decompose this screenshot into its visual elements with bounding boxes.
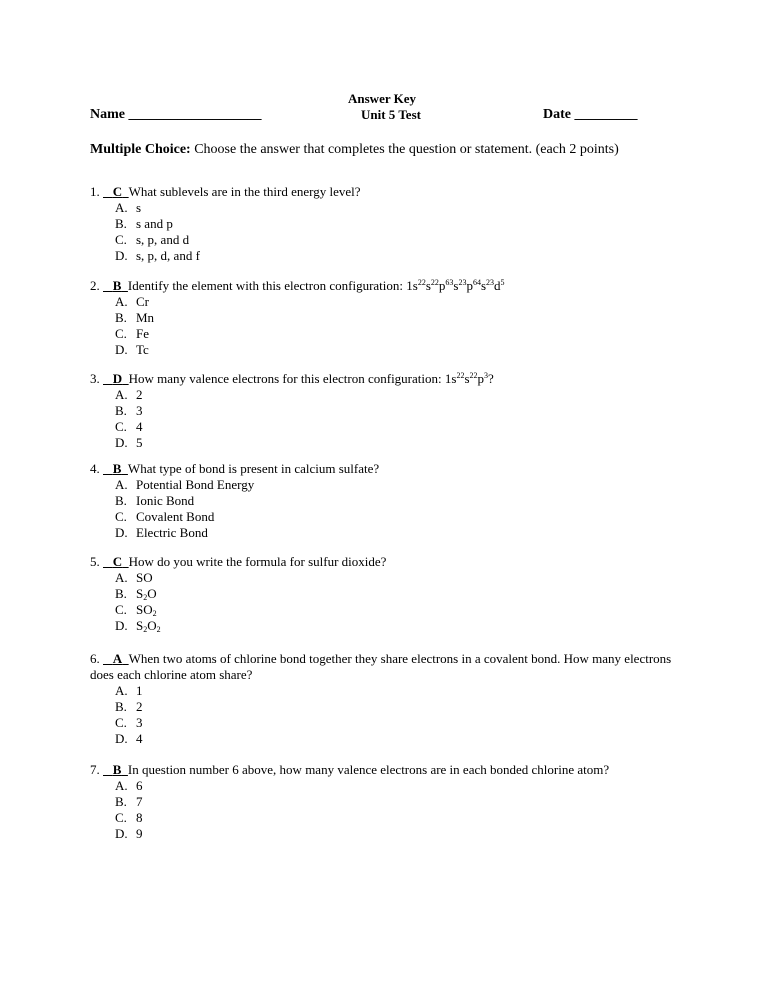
question-answer: C	[112, 554, 123, 569]
option-b: B. s and p	[115, 216, 173, 231]
question-5	[90, 554, 386, 634]
option-a: A. 2	[115, 387, 143, 402]
option-b: B. 2	[115, 699, 143, 714]
question-number: 2.	[90, 278, 100, 293]
instructions-text: Choose the answer that completes the question or statement. (each 2 points)	[190, 142, 619, 157]
question-3	[90, 371, 494, 451]
question-text: How do you write the formula for sulfur dioxide?	[128, 554, 387, 569]
option-d: D. s, p, d, and f	[115, 248, 200, 263]
option-a: A. Cr	[115, 294, 149, 309]
question-answer: B	[112, 461, 122, 476]
question-number: 3.	[90, 371, 100, 386]
option-c: C. 8	[115, 810, 143, 825]
option-b: B. Ionic Bond	[115, 493, 195, 508]
option-c: C. Covalent Bond	[115, 509, 215, 524]
question-answer: D	[112, 371, 123, 386]
question-text: Identify the element with this electron configuration:	[127, 278, 407, 293]
option-c: C. s, p, and d	[115, 232, 190, 247]
question-number: 1.	[90, 184, 100, 199]
instructions	[90, 142, 619, 158]
question-7	[90, 762, 609, 842]
option-c: C. Fe	[115, 326, 149, 341]
question-number: 7.	[90, 762, 100, 777]
electron-configuration: $1s^{22}s^{22}p^{63}s^{23}p^{64}s^{23}d^5$	[406, 278, 505, 293]
question-text: When two atoms of chlorine bond together they share electrons in a covalent bond. How many electrons does each chlorine atom share?	[90, 651, 672, 682]
question-text: In question number 6 above, how many valence electrons are in each bonded chlorine atom?	[127, 762, 610, 777]
question-1	[90, 184, 361, 264]
question-answer: B	[112, 278, 122, 293]
option-a: A. SO	[115, 570, 153, 585]
option-b: B. Mn	[115, 310, 155, 325]
question-number: 6.	[90, 651, 100, 666]
question-suffix: ?	[488, 371, 494, 386]
option-a: A. 6	[115, 778, 143, 793]
question-text: What sublevels are in the third energy level?	[128, 184, 361, 199]
question-4	[90, 461, 379, 541]
question-number: 5.	[90, 554, 100, 569]
option-d: D. 9	[115, 826, 143, 841]
option-a: A. 1	[115, 683, 143, 698]
option-d: D. Electric Bond	[115, 525, 208, 540]
page-subtitle: Unit 5 Test	[361, 107, 421, 122]
option-c: C. $SO_2$	[115, 602, 157, 618]
option-d: D. 5	[115, 435, 143, 450]
option-d: D. Tc	[115, 342, 149, 357]
option-c: C. 4	[115, 419, 143, 434]
option-b: B. 7	[115, 794, 143, 809]
electron-configuration: $1s^{22}s^{22}p^3$	[444, 371, 488, 386]
question-6	[90, 651, 690, 747]
option-d: D. $S_2O_2$	[115, 618, 161, 634]
question-answer: B	[112, 762, 122, 777]
question-number: 4.	[90, 461, 100, 476]
date-field-label: Date _________	[543, 107, 638, 122]
option-b: B. $S_2O$	[115, 586, 157, 602]
question-text: What type of bond is present in calcium sulfate?	[127, 461, 380, 476]
option-b: B. 3	[115, 403, 143, 418]
page-title: Answer Key	[348, 91, 417, 106]
question-answer: A	[112, 651, 123, 666]
instructions-heading: Multiple Choice:	[90, 142, 191, 157]
question-text: How many valence electrons for this electron configuration:	[128, 371, 445, 386]
option-a: A. Potential Bond Energy	[115, 477, 255, 492]
option-d: D. 4	[115, 731, 143, 746]
name-field-label: Name ___________________	[90, 107, 262, 122]
question-2	[90, 278, 505, 358]
option-c: C. 3	[115, 715, 143, 730]
question-answer: C	[112, 184, 123, 199]
option-a: A. s	[115, 200, 142, 215]
